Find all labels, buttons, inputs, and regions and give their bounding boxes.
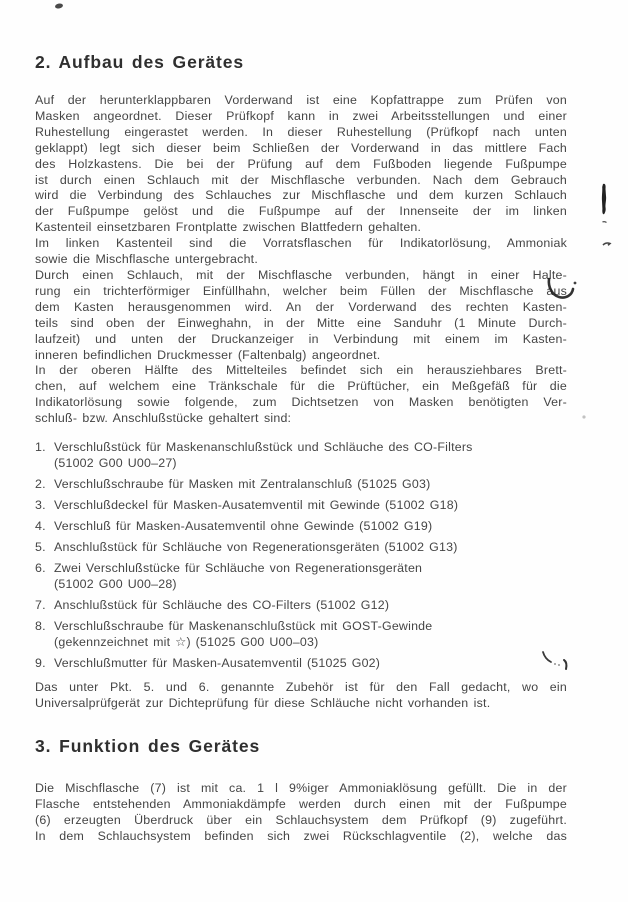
list-item-line: (51002 G00 U00–27) (54, 456, 177, 470)
list-item (35, 439, 567, 471)
paragraph-line: schluß- bzw. Anschlußstücke gehaltert sind: (35, 411, 292, 426)
list-item (35, 518, 567, 534)
paragraph-line: Die Mischflasche (7) ist mit ca. 1 l 9%iger Ammoniaklösung gefüllt. Die in der (35, 781, 567, 795)
list-item-line: Verschlußstück für Maskenanschlußstück und Schläuche des CO-Filters (54, 440, 473, 454)
scan-artifact-right-bar (598, 182, 612, 257)
list-item (35, 476, 567, 492)
list-item-text (54, 518, 567, 534)
list-item-line: Zwei Verschlußstücke für Schläuche von Regenerationsgeräten (54, 561, 423, 575)
list-item-line: Verschluß für Masken-Ausatemventil ohne Gewinde (51002 G19) (54, 519, 433, 533)
list-item-number: 3. (35, 498, 46, 512)
paragraph-line: wird die Verbindung des Schlauches zur Mischflasche und dem kurzen Schlauch (35, 188, 567, 203)
list-item-text (54, 439, 567, 471)
paragraph-block-aufbau (35, 93, 567, 427)
paragraph-line: geklappt) legt sich dieser beim Schließen der Vorderwand in das mittlere Fach (35, 140, 567, 155)
paragraph-line: Durch einen Schlauch, mit der Mischflasche verbunden, hängt in einer Halte- (35, 267, 567, 282)
list-item (35, 618, 567, 650)
paragraph-line: Das unter Pkt. 5. und 6. genannte Zubehör ist für den Fall gedacht, wo ein (35, 680, 567, 694)
accessory-list (35, 439, 567, 676)
paragraph-line: Masken angeordnet. Dieser Prüfkopf kann in zwei Arbeitsstellungen und einer (35, 108, 567, 123)
section-heading-aufbau: 2. Aufbau des Gerätes (35, 52, 245, 72)
list-item (35, 497, 567, 513)
paragraph-line: chen, auf welchem eine Tränkschale für die Prüftücher, ein Meßgefäß für die (35, 379, 567, 394)
paragraph-line: ist durch einen Schlauch mit der Mischflasche verbunden. Nach dem Gebrauch (35, 172, 567, 187)
paragraph-line: laufzeit) und unten der Druckanzeiger in Verbindung mit einem im Kasten- (35, 331, 567, 346)
list-item (35, 539, 567, 555)
section-heading-funktion: 3. Funktion des Gerätes (35, 736, 261, 756)
list-item-line: (gekennzeichnet mit ☆) (51025 G00 U00–03) (54, 635, 319, 649)
list-item-line: Verschlußschraube für Maskenanschlußstück mit GOST-Gewinde (54, 619, 433, 633)
paragraph-line: teils sind oben der Einweghahn, in der Mitte eine Sanduhr (1 Minute Durch- (35, 315, 567, 330)
list-item-text (54, 539, 567, 555)
list-item-line: (51002 G00 U00–28) (54, 577, 177, 591)
list-item-text (54, 476, 567, 492)
list-item-line: Anschlußstück für Schläuche von Regenerationsgeräten (51002 G13) (54, 540, 458, 554)
list-item-number: 8. (35, 619, 46, 633)
paragraph-line: der Fußpumpe gelöst und die Fußpumpe auf der Innenseite der im linken (35, 204, 567, 219)
list-item-number: 4. (35, 519, 46, 533)
list-item-text (54, 618, 567, 650)
list-item-text (54, 597, 567, 613)
list-item (35, 597, 567, 613)
paragraph-line: Flasche entstehenden Ammoniakdämpfe werden durch einen mit der Fußpumpe (35, 797, 567, 811)
paragraph-line: (6) erzeugten Überdruck über ein Schlauchsystem dem Prüfkopf (9) zugeführt. (35, 813, 567, 827)
paragraph-line: In dem Schlauchsystem befinden sich zwei Rückschlagventile (2), welche das (35, 829, 567, 843)
paragraph-line: Ruhestellung eingerastet werden. In dieser Ruhestellung (Prüfkopf nach unten (35, 124, 567, 139)
list-item (35, 655, 567, 671)
list-item-number: 1. (35, 440, 46, 454)
scan-artifact-faint-dot (580, 413, 588, 421)
paragraph-line: In der oberen Hälfte des Mittelteiles befindet sich ein herausziehbares Brett- (35, 363, 567, 378)
list-item-number: 7. (35, 598, 46, 612)
paragraph-line: des Holzkastens. Die bei der Prüfung auf dem Fußboden liegende Fußpumpe (35, 156, 567, 171)
list-item-line: Verschlußschraube für Masken mit Zentralanschluß (51025 G03) (54, 477, 431, 491)
list-item-number: 5. (35, 540, 46, 554)
list-item-line: Verschlußdeckel für Masken-Ausatemventil mit Gewinde (51002 G18) (54, 498, 459, 512)
paragraph-line: sowie die Mischflasche untergebracht. (35, 252, 258, 267)
paragraph-line: dem Kasten herausgenommen wird. An der Vorderwand des rechten Kasten- (35, 299, 567, 314)
list-item-number: 6. (35, 561, 46, 575)
paragraph-line: Im linken Kastenteil sind die Vorratsflaschen für Indikatorlösung, Ammoniak (35, 236, 567, 251)
list-item-number: 9. (35, 656, 46, 670)
list-item-text (54, 560, 567, 592)
list-item (35, 560, 567, 592)
paragraph-line: inneren befindlichen Druckmesser (Faltenbalg) angeordnet. (35, 347, 381, 362)
paragraph-line: Indikatorlösung sowie folgende, zum Dichtsetzen von Masken benötigten Ver- (35, 395, 567, 410)
paragraph-line: Universalprüfgerät zur Dichteprüfung für diese Schläuche nicht vorhanden ist. (35, 695, 491, 710)
list-item-text (54, 497, 567, 513)
scan-artifact-hook-mark (546, 274, 580, 304)
list-item-text (54, 655, 567, 671)
list-item-line: Verschlußmutter für Masken-Ausatemventil (51025 G02) (54, 656, 381, 670)
paragraph-block-funktion (35, 780, 567, 844)
paragraph-line: Auf der herunterklappbaren Vorderwand ist eine Kopfattrappe zum Prüfen von (35, 93, 567, 107)
scan-artifact-bottom-squiggle (541, 650, 573, 674)
scan-artifact-top-smudge (54, 2, 64, 10)
list-item-number: 2. (35, 477, 46, 491)
note-paragraph (35, 680, 567, 712)
paragraph-line: rung ein trichterförmiger Einfüllhahn, welcher beim Füllen der Mischflasche aus (35, 283, 567, 298)
list-item-line: Anschlußstück für Schläuche des CO-Filters (51002 G12) (54, 598, 390, 612)
paragraph-line: Kastenteil einsetzbaren Frontplatte zwischen Blattfedern gehalten. (35, 220, 422, 235)
